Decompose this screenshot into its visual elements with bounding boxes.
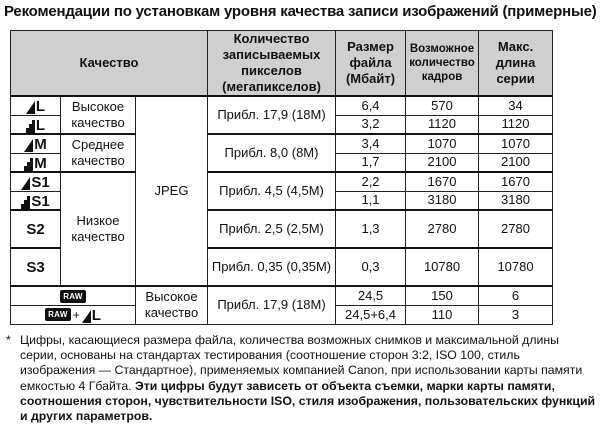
header-shots: Возможное количество кадров (406, 31, 479, 97)
quality-table (10, 30, 553, 325)
table-row (11, 134, 553, 153)
pixels-s3: Прибл. 0,35 (0,35M) (208, 248, 336, 286)
footnote-marker: * (6, 333, 11, 347)
quality-label-raw-high: Высокое качество (136, 286, 208, 324)
burst-cell: 1070 (479, 134, 553, 153)
pixels-s2: Прибл. 2,5 (2,5M) (208, 210, 336, 248)
shots-cell: 150 (406, 286, 479, 305)
burst-cell: 6 (479, 286, 553, 305)
header-burst: Макс. длина серии (479, 31, 553, 97)
burst-cell: 3 (479, 305, 553, 324)
size-cell: 3,4 (336, 134, 406, 153)
header-pixels: Количество записываемых пикселов (мегапикселов) (208, 31, 336, 97)
shots-cell: 570 (406, 96, 479, 115)
quality-icon-s2: S2 (11, 210, 61, 248)
size-cell: 6,4 (336, 96, 406, 115)
burst-cell: 1120 (479, 115, 553, 134)
burst-cell: 2780 (479, 210, 553, 248)
quality-label-low: Низкое качество (61, 172, 136, 286)
quality-icon-m-fine: M (11, 134, 61, 153)
shots-cell: 2780 (406, 210, 479, 248)
normal-icon (24, 158, 33, 171)
burst-cell: 3180 (479, 191, 553, 210)
size-cell: 24,5 (336, 286, 406, 305)
quality-label-high: Высокое качество (61, 96, 136, 134)
table-row (11, 286, 553, 305)
fine-icon (24, 139, 33, 152)
size-cell: 1,7 (336, 153, 406, 172)
burst-cell: 2100 (479, 153, 553, 172)
quality-icon-m-normal: M (11, 153, 61, 172)
pixels-s1: Прибл. 4,5 (4,5M) (208, 172, 336, 210)
pixels-m: Прибл. 8,0 (8M) (208, 134, 336, 172)
quality-icon-s1-normal: S1 (11, 191, 61, 210)
size-cell: 1,1 (336, 191, 406, 210)
pixels-raw: Прибл. 17,9 (18M) (208, 286, 336, 324)
shots-cell: 3180 (406, 191, 479, 210)
quality-icon-raw-plus-l: RAW + L (11, 305, 136, 324)
quality-icon-l-fine: L (11, 96, 61, 115)
fine-icon (82, 310, 91, 323)
footnote-text: Цифры, касающиеся размера файла, количества возможных снимков и максимальной длины серии, основаны на стандартах тестирования (соотношение сторон 3:2, ISO 100, стиль изображения — Стандартное), применяемых компанией Canon, при использовании карты памяти емкостью 4 Гбайта. (20, 333, 583, 393)
fine-icon (21, 177, 30, 190)
size-cell: 24,5+6,4 (336, 305, 406, 324)
shots-cell: 10780 (406, 248, 479, 286)
quality-label-medium: Среднее качество (61, 134, 136, 172)
quality-icon-l-normal: L (11, 115, 61, 134)
page-title: Рекомендации по установкам уровня качества записи изображений (примерные) (4, 3, 597, 20)
fine-icon (26, 101, 35, 114)
footnote (6, 333, 596, 424)
header-quality: Качество (11, 31, 208, 97)
quality-icon-raw (11, 286, 136, 305)
shots-cell: 1670 (406, 172, 479, 191)
normal-icon (21, 196, 30, 209)
size-cell: 2,2 (336, 172, 406, 191)
header-size: Размер файла (Мбайт) (336, 31, 406, 97)
raw-icon: RAW (60, 290, 86, 303)
shots-cell: 1070 (406, 134, 479, 153)
burst-cell: 1670 (479, 172, 553, 191)
burst-cell: 34 (479, 96, 553, 115)
format-label-jpeg: JPEG (136, 96, 208, 286)
quality-icon-s3: S3 (11, 248, 61, 286)
footnote-bold: Эти цифры будут зависеть от объекта съемки, марки карты памяти, соотношения сторон, чувствительности ISO, стиля изображения, пользовательских функций и других параметров. (20, 378, 596, 424)
pixels-l: Прибл. 17,9 (18M) (208, 96, 336, 134)
size-cell: 1,3 (336, 210, 406, 248)
quality-icon-s1-fine: S1 (11, 172, 61, 191)
table-row (11, 172, 553, 191)
burst-cell: 10780 (479, 248, 553, 286)
size-cell: 0,3 (336, 248, 406, 286)
shots-cell: 110 (406, 305, 479, 324)
raw-icon: RAW (45, 308, 71, 321)
header-row (11, 31, 553, 97)
normal-icon (26, 120, 35, 133)
shots-cell: 2100 (406, 153, 479, 172)
table-row (11, 96, 553, 115)
shots-cell: 1120 (406, 115, 479, 134)
size-cell: 3,2 (336, 115, 406, 134)
